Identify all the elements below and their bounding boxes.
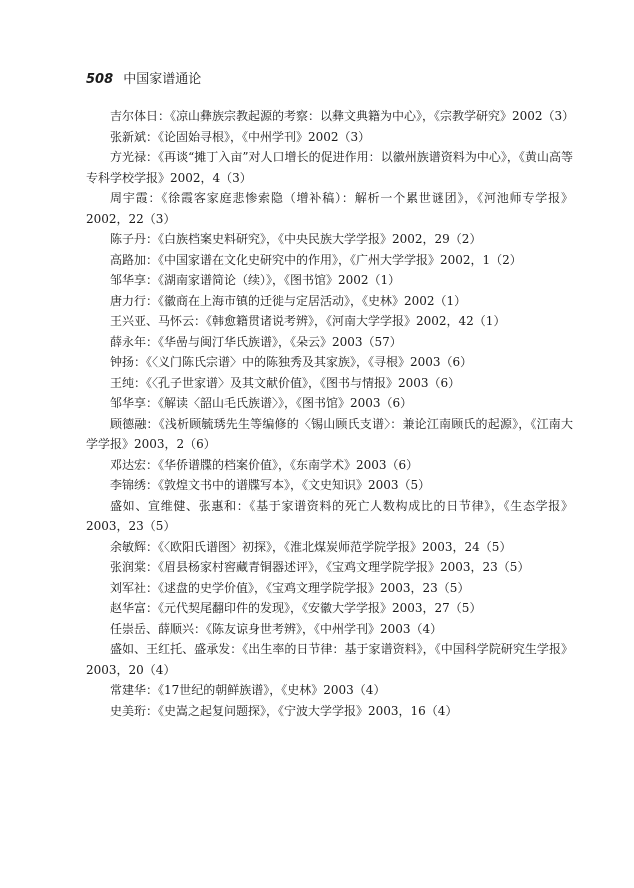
bibliography-entry: 盛如、宣维健、张惠和：《基于家谱资料的死亡人数构成比的日节律》，《生态学报》2003，23（5） (86, 498, 573, 533)
bibliography-entry: 顾德融：《浅析顾毓琇先生等编修的〈锡山顾氏支谱〉：兼论江南顾氏的起源》，《江南大学学报》2003，2（6） (86, 416, 573, 451)
bibliography-entry: 薛永年：《华喦与闽汀华氏族谱》，《朵云》2003（57） (110, 334, 402, 349)
bibliography-entry: 李锦绣：《敦煌文书中的谱牒写本》，《文史知识》2003（5） (110, 478, 431, 492)
bibliography-entry: 吉尔体日：《凉山彝族宗教起源的考察：以彝文典籍为中心》，《宗教学研究》2002（3） (110, 109, 575, 123)
bibliography-entry: 盛如、王红托、盛承发：《出生率的日节律：基于家谱资料》，《中国科学院研究生学报》2003，20（4） (86, 642, 573, 677)
bibliography-entry: 邓达宏：《华侨谱牒的档案价值》，《东南学术》2003（6） (110, 457, 419, 472)
bibliography-entry: 唐力行：《徽商在上海市镇的迁徙与定居活动》，《史林》2002（1） (110, 293, 467, 308)
bibliography-entry: 钟扬：《〈义门陈氏宗谱〉中的陈独秀及其家族》，《寻根》2003（6） (110, 355, 473, 369)
bibliography-entry: 王兴亚、马怀云：《韩愈籍贯诸说考辨》，《河南大学学报》2002，42（1） (110, 314, 506, 328)
page-number: 508 (86, 72, 114, 87)
bibliography-entry: 余敏辉：《〈欧阳氏谱图〉初探》，《淮北煤炭师范学院学报》2003，24（5） (110, 539, 512, 554)
bibliography-entry: 刘军社：《逑盘的史学价值》，《宝鸡文理学院学报》2003，23（5） (110, 580, 470, 595)
bibliography-entry: 赵华富：《元代契尾翻印件的发现》，《安徽大学学报》2003，27（5） (110, 601, 482, 615)
bibliography-entry: 方光禄：《再谈“摊丁入亩”对人口增长的促进作用：以徽州族谱资料为中心》，《黄山高等专科学校学报》2002，4（3） (86, 150, 573, 185)
bibliography-entry: 常建华：《17世纪的朝鲜族谱》，《史林》2003（4） (110, 683, 386, 697)
bibliography-entry: 任崇岳、薛顺兴：《陈友谅身世考辨》，《中州学刊》2003（4） (110, 621, 443, 636)
bibliography-entry: 高路加：《中国家谱在文化史研究中的作用》，《广州大学学报》2002，1（2） (110, 252, 522, 267)
bibliography-entry: 邹华享：《解读〈韶山毛氏族谱〉》，《图书馆》2003（6） (110, 396, 413, 410)
bibliography-entry: 邹华享：《湖南家谱简论（续）》，《图书馆》2002（1） (110, 273, 401, 287)
bibliography-entry: 王纯：《〈孔子世家谱〉及其文献价值》，《图书与情报》2003（6） (110, 375, 461, 390)
page-header (86, 72, 201, 88)
running-title: 中国家谱通论 (123, 72, 202, 87)
bibliography-entry: 张润棠：《眉县杨家村窖藏青铜器述评》，《宝鸡文理学院学报》2003，23（5） (110, 560, 530, 574)
bibliography-entry: 陈子丹：《白族档案史料研究》，《中央民族大学学报》2002，29（2） (110, 232, 482, 246)
bibliography-entry: 史美珩：《史嵩之起复问题探》，《宁波大学学报》2003，16（4） (110, 703, 458, 718)
bibliography-entry: 张新斌：《论固始寻根》，《中州学刊》2002（3） (110, 129, 371, 144)
bibliography-list (86, 106, 573, 721)
bibliography-entry: 周宇霞：《徐霞客家庭悲惨索隐（增补稿）：解析一个累世谜团》，《河池师专学报》2002，22（3） (86, 191, 573, 226)
